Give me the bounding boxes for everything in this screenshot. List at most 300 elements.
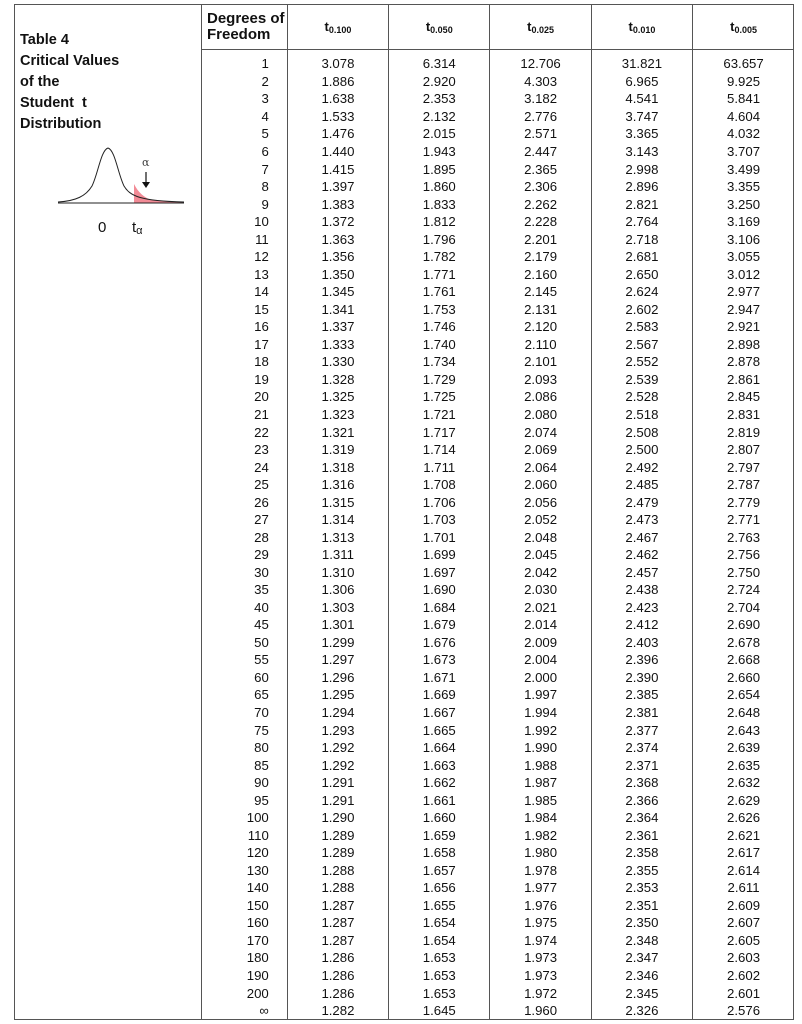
cell-t0025: 2.201 [490,230,591,248]
cell-df: 130 [201,862,287,880]
cell-df: 70 [201,704,287,722]
cell-t0100: 1.323 [287,406,388,424]
cell-t0010: 2.368 [591,774,692,792]
cell-df: 35 [201,581,287,599]
cell-t0010: 2.346 [591,967,692,985]
cell-t0010: 2.377 [591,721,692,739]
cell-t0100: 1.282 [287,1002,388,1020]
cell-t0100: 1.533 [287,108,388,126]
cell-t0100: 1.306 [287,581,388,599]
table-row [201,441,794,459]
table-row [201,178,794,196]
cell-t0010: 2.518 [591,406,692,424]
cell-t0025: 1.990 [490,739,591,757]
cell-t0005: 2.648 [727,705,761,721]
cell-t0050: 1.711 [389,458,490,476]
cell-df: 65 [201,686,287,704]
table-row [201,160,794,178]
table-row [201,651,794,669]
cell-t0050: 1.669 [389,686,490,704]
table-row [201,686,794,704]
cell-t0050: 1.699 [389,546,490,564]
cell-t0100: 1.289 [287,844,388,862]
cell-t0050: 6.314 [389,50,490,73]
caption-line: Critical Values [20,53,120,69]
cell-t0025: 1.994 [490,704,591,722]
cell-t0100: 1.292 [287,739,388,757]
cell-t0100: 1.291 [287,774,388,792]
cell-t0100: 1.333 [287,336,388,354]
cell-t0010: 4.541 [591,90,692,108]
cell-t0100: 1.310 [287,564,388,582]
cell-t0010: 2.351 [591,897,692,915]
cell-t0010: 2.508 [591,423,692,441]
cell-t0050: 1.663 [389,756,490,774]
cell-t0100: 1.290 [287,809,388,827]
cell-df: 29 [201,546,287,564]
cell-t0025: 2.086 [490,388,591,406]
cell-t0100: 1.325 [287,388,388,406]
table-row [201,528,794,546]
col-header-t0010: $t_{0.010}$ [591,4,692,50]
cell-t0050: 1.771 [389,266,490,284]
cell-t0010: 2.528 [591,388,692,406]
cell-t0050: 1.753 [389,301,490,319]
cell-t0050: 1.740 [389,336,490,354]
cell-t0050: 1.664 [389,739,490,757]
cell-t0005: 2.690 [727,617,761,633]
table-row [201,827,794,845]
cell-t0100: 1.295 [287,686,388,704]
cell-t0050: 1.671 [389,669,490,687]
table-row [201,756,794,774]
cell-t0010: 2.390 [591,669,692,687]
cell-t0005: 2.660 [727,669,761,685]
table-row [201,721,794,739]
cell-t0005: 2.668 [727,652,761,668]
cell-t0010: 2.371 [591,756,692,774]
table-header-row [201,4,794,50]
table-body [201,50,794,1021]
cell-t0025: 4.303 [490,73,591,91]
cell-t0005: 2.678 [727,634,761,650]
cell-df: 170 [201,932,287,950]
cell-t0025: 1.977 [490,879,591,897]
cell-t0100: 1.287 [287,897,388,915]
table-row [201,266,794,284]
table-row [201,809,794,827]
cell-t0100: 1.303 [287,599,388,617]
cell-t0100: 1.291 [287,791,388,809]
cell-t0100: 1.476 [287,125,388,143]
table-row [201,967,794,985]
cell-df: 2 [201,73,287,91]
table-row [201,599,794,617]
cell-t0005: 2.609 [727,897,761,913]
cell-t0005: 2.632 [727,775,761,791]
cell-t0010: 2.624 [591,283,692,301]
cell-t0050: 1.725 [389,388,490,406]
cell-df: 23 [201,441,287,459]
cell-t0025: 2.228 [490,213,591,231]
cell-t0010: 2.345 [591,984,692,1002]
cell-t0010: 2.347 [591,949,692,967]
cell-t0010: 2.366 [591,791,692,809]
cell-df: 28 [201,528,287,546]
cell-t0100: 1.328 [287,371,388,389]
cell-t0010: 2.539 [591,371,692,389]
cell-t0050: 1.717 [389,423,490,441]
cell-t0050: 1.812 [389,213,490,231]
cell-t0025: 1.984 [490,809,591,827]
cell-t0025: 2.145 [490,283,591,301]
cell-t0100: 1.297 [287,651,388,669]
cell-t0050: 1.761 [389,283,490,301]
cell-t0050: 1.653 [389,984,490,1002]
cell-df: 15 [201,301,287,319]
cell-t0025: 2.060 [490,476,591,494]
cell-t0025: 1.975 [490,914,591,932]
cell-t0100: 1.289 [287,827,388,845]
cell-t0100: 1.318 [287,458,388,476]
cell-t0005: 4.032 [727,126,761,142]
cell-t0025: 1.960 [490,1002,591,1020]
cell-t0010: 2.358 [591,844,692,862]
col-header-t0100: $t_{0.100}$ [287,4,388,50]
cell-t0005: 3.355 [727,179,761,195]
table-row [201,213,794,231]
cell-t0050: 1.706 [389,493,490,511]
cell-t0005: 2.787 [727,477,761,493]
table-row [201,511,794,529]
table-row [201,581,794,599]
cell-t0050: 1.661 [389,791,490,809]
cell-df: 1 [201,50,287,73]
cell-t0100: 1.315 [287,493,388,511]
cell-df: 110 [201,827,287,845]
cell-t0025: 1.997 [490,686,591,704]
cell-df: 17 [201,336,287,354]
cell-t0050: 1.662 [389,774,490,792]
arrow-head-icon [142,182,150,188]
cell-t0100: 1.287 [287,932,388,950]
cell-t0025: 1.974 [490,932,591,950]
cell-t0025: 1.973 [490,949,591,967]
cell-t0005: 2.643 [727,722,761,738]
cell-t0010: 2.396 [591,651,692,669]
cell-df: 10 [201,213,287,231]
table-row [201,949,794,967]
cell-t0025: 1.976 [490,897,591,915]
cell-t0025: 1.988 [490,756,591,774]
cell-t0005: 3.707 [727,144,761,160]
cell-t0005: 2.831 [727,406,761,422]
cell-t0050: 1.657 [389,862,490,880]
table-row [201,493,794,511]
table-row [201,388,794,406]
cell-t0100: 1.397 [287,178,388,196]
cell-t0100: 1.313 [287,528,388,546]
cell-t0100: 1.321 [287,423,388,441]
cell-t0100: 1.294 [287,704,388,722]
cell-t0010: 2.567 [591,336,692,354]
cell-df: 45 [201,616,287,634]
cell-t0100: 1.286 [287,949,388,967]
cell-t0050: 1.673 [389,651,490,669]
cell-df: 13 [201,266,287,284]
cell-df: 21 [201,406,287,424]
cell-t0050: 1.654 [389,914,490,932]
cell-t0050: 1.645 [389,1002,490,1020]
cell-df: 150 [201,897,287,915]
cell-t0025: 2.776 [490,108,591,126]
table-row [201,546,794,564]
cell-t0005: 2.605 [727,932,761,948]
cell-df: 5 [201,125,287,143]
cell-t0010: 2.602 [591,301,692,319]
cell-df: 24 [201,458,287,476]
cell-t0100: 1.288 [287,862,388,880]
cell-t0050: 1.667 [389,704,490,722]
cell-t0100: 1.299 [287,634,388,652]
cell-t0100: 1.286 [287,984,388,1002]
col-header-t0005: $t_{0.005}$ [693,4,794,50]
cell-t0100: 1.341 [287,301,388,319]
cell-df: 55 [201,651,287,669]
df-header: Degrees of Freedom [201,4,287,50]
table-row [201,791,794,809]
table-row [201,862,794,880]
cell-t0025: 2.056 [490,493,591,511]
t-distribution-curve-figure [56,140,186,240]
cell-t0050: 1.690 [389,581,490,599]
table-row [201,143,794,161]
cell-t0100: 1.288 [287,879,388,897]
caption-line: of the [20,74,60,90]
cell-t0025: 2.064 [490,458,591,476]
table-row [201,616,794,634]
col-header-t0025: $t_{0.025}$ [490,4,591,50]
cell-t0100: 1.316 [287,476,388,494]
cell-t0025: 2.074 [490,423,591,441]
table-row [201,739,794,757]
cell-df: 100 [201,809,287,827]
cell-t0010: 2.326 [591,1002,692,1020]
cell-t0025: 2.004 [490,651,591,669]
cell-t0050: 1.697 [389,564,490,582]
cell-t0010: 3.143 [591,143,692,161]
cell-t0010: 2.718 [591,230,692,248]
table-row [201,669,794,687]
cell-t0050: 1.665 [389,721,490,739]
cell-t0050: 1.943 [389,143,490,161]
cell-t0050: 1.658 [389,844,490,862]
cell-t0010: 2.764 [591,213,692,231]
cell-t0050: 1.703 [389,511,490,529]
table-row [201,90,794,108]
cell-t0025: 2.014 [490,616,591,634]
cell-t0005: 2.724 [727,582,761,598]
t-subscript: α [136,225,143,237]
cell-t0050: 2.132 [389,108,490,126]
cell-df: 30 [201,564,287,582]
cell-t0050: 1.796 [389,230,490,248]
cell-t0010: 2.552 [591,353,692,371]
cell-t0025: 1.978 [490,862,591,880]
t-letter: t [132,219,137,236]
cell-t0050: 1.653 [389,949,490,967]
cell-t0050: 1.708 [389,476,490,494]
cell-t0050: 1.782 [389,248,490,266]
cell-t0005: 3.499 [727,161,761,177]
cell-t0005: 9.925 [727,73,761,89]
cell-t0025: 1.982 [490,827,591,845]
cell-t0050: 1.684 [389,599,490,617]
cell-df: 18 [201,353,287,371]
cell-df: 140 [201,879,287,897]
cell-t0005: 2.861 [727,371,761,387]
cell-t0010: 2.479 [591,493,692,511]
zero-label: 0 [98,219,107,236]
cell-t0005: 2.654 [727,687,761,703]
cell-t0005: 2.603 [727,950,761,966]
t-alpha-label [132,219,143,237]
cell-t0005: 2.763 [727,529,761,545]
cell-t0005: 2.779 [727,494,761,510]
table-row [201,844,794,862]
cell-t0010: 2.650 [591,266,692,284]
table-row [201,353,794,371]
cell-t0050: 1.656 [389,879,490,897]
cell-df: 120 [201,844,287,862]
cell-t0010: 2.485 [591,476,692,494]
table-row [201,283,794,301]
cell-t0025: 2.179 [490,248,591,266]
cell-t0025: 2.021 [490,599,591,617]
cell-t0010: 2.385 [591,686,692,704]
cell-df: 25 [201,476,287,494]
cell-t0025: 2.048 [490,528,591,546]
cell-df: 19 [201,371,287,389]
table-row [201,318,794,336]
cell-t0025: 2.000 [490,669,591,687]
cell-t0005: 2.611 [727,880,760,896]
cell-t0025: 2.110 [490,336,591,354]
caption-line: Table 4 [20,32,69,48]
cell-t0005: 2.635 [727,757,761,773]
cell-t0005: 2.704 [727,599,761,615]
cell-t0025: 1.987 [490,774,591,792]
cell-t0100: 1.440 [287,143,388,161]
cell-t0005: 3.169 [727,214,761,230]
cell-t0050: 1.734 [389,353,490,371]
cell-t0100: 1.350 [287,266,388,284]
cell-t0005: 3.106 [727,231,761,247]
cell-t0100: 3.078 [287,50,388,73]
cell-t0100: 1.363 [287,230,388,248]
cell-t0100: 1.886 [287,73,388,91]
cell-t0010: 2.998 [591,160,692,178]
cell-df: 180 [201,949,287,967]
cell-t0025: 2.571 [490,125,591,143]
cell-t0100: 1.286 [287,967,388,985]
cell-df: 75 [201,721,287,739]
cell-t0025: 2.262 [490,195,591,213]
cell-t0010: 2.473 [591,511,692,529]
cell-t0100: 1.638 [287,90,388,108]
cell-t0050: 1.729 [389,371,490,389]
cell-df: 9 [201,195,287,213]
cell-t0010: 2.462 [591,546,692,564]
table-caption [20,30,190,135]
cell-t0100: 1.337 [287,318,388,336]
cell-t0010: 3.365 [591,125,692,143]
cell-t0050: 1.659 [389,827,490,845]
cell-df: 160 [201,914,287,932]
cell-t0025: 2.160 [490,266,591,284]
cell-t0100: 1.372 [287,213,388,231]
cell-t0005: 3.012 [727,266,761,282]
cell-t0025: 1.985 [490,791,591,809]
table-row [201,458,794,476]
cell-t0025: 2.069 [490,441,591,459]
cell-df: ∞ [201,1002,287,1020]
table-row [201,336,794,354]
cell-t0050: 1.714 [389,441,490,459]
table-row [201,423,794,441]
cell-t0025: 2.009 [490,634,591,652]
cell-t0005: 2.819 [727,424,761,440]
cell-t0025: 2.052 [490,511,591,529]
table-row [201,195,794,213]
cell-t0005: 3.055 [727,249,761,265]
table-row [201,897,794,915]
table-row [201,564,794,582]
cell-t0050: 1.676 [389,634,490,652]
cell-t0010: 2.412 [591,616,692,634]
table-row [201,932,794,950]
cell-t0005: 2.898 [727,336,761,352]
cell-t0025: 3.182 [490,90,591,108]
cell-t0025: 2.120 [490,318,591,336]
tail-area [134,184,184,202]
cell-t0050: 1.860 [389,178,490,196]
cell-t0005: 2.602 [727,967,761,983]
cell-t0005: 2.607 [727,915,761,931]
caption-line: Distribution [20,116,102,132]
cell-t0010: 31.821 [591,50,692,73]
cell-t0100: 1.296 [287,669,388,687]
table-row [201,774,794,792]
cell-t0100: 1.383 [287,195,388,213]
cell-t0010: 2.364 [591,809,692,827]
cell-df: 95 [201,791,287,809]
cell-t0100: 1.293 [287,721,388,739]
cell-df: 50 [201,634,287,652]
cell-t0025: 1.973 [490,967,591,985]
critical-values-table [201,4,794,1020]
cell-df: 60 [201,669,287,687]
cell-t0010: 2.467 [591,528,692,546]
cell-t0005: 2.807 [727,442,761,458]
cell-t0005: 2.756 [727,547,761,563]
cell-t0025: 1.992 [490,721,591,739]
col-header-t0050: $t_{0.050}$ [389,4,490,50]
cell-t0100: 1.292 [287,756,388,774]
cell-t0010: 2.353 [591,879,692,897]
cell-t0050: 1.721 [389,406,490,424]
cell-t0025: 2.101 [490,353,591,371]
